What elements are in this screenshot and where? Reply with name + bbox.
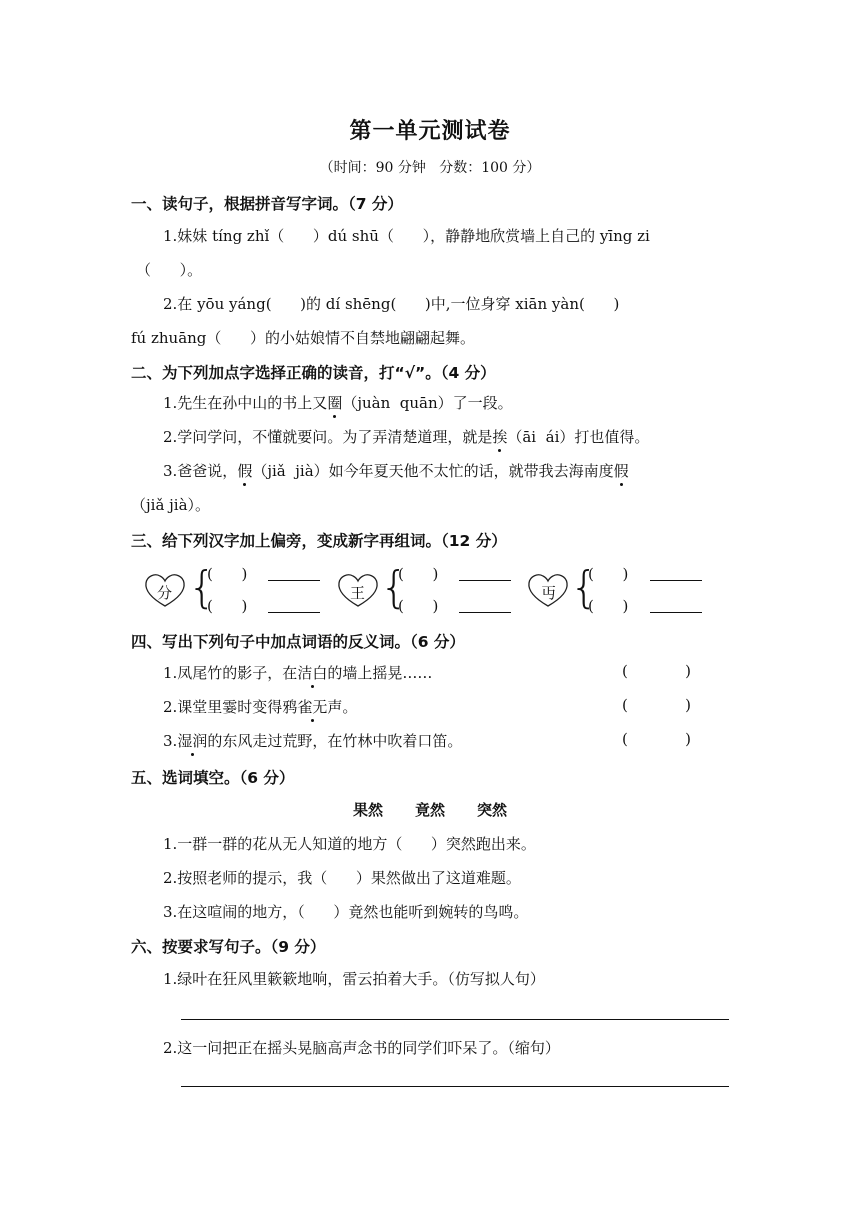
s1-q1-line2: （ ）。 [136, 261, 203, 279]
answer-paren: ( ) [622, 662, 691, 680]
heart-char: 王 [350, 584, 366, 602]
s4-q3: 3.湿润的东风走过荒野，在竹林中吹着口笛。 [163, 732, 463, 750]
s2-q1: 1.先生在孙中山的书上又圈（juàn quān）了一段。 [163, 394, 513, 412]
s2-q3: 3.爸爸说，假（jiǎ jià）如今年夏天他不太忙的话，就带我去海南度假 [163, 462, 629, 480]
s2-q3-line2: （jiǎ jià）。 [131, 496, 211, 514]
answer-line [181, 1086, 729, 1087]
blank-paren: ( ) [588, 597, 629, 615]
answer-line [459, 580, 511, 581]
answer-paren: ( ) [622, 730, 691, 748]
emphasis-dot-char: 挨 [492, 428, 508, 446]
section-2-heading: 二、为下列加点字选择正确的读音，打“√”。（4 分） [131, 364, 496, 382]
brace-icon: { [380, 562, 408, 613]
s1-q2-line2: fú zhuāng（ ）的小姑娘情不自禁地翩翩起舞。 [131, 329, 476, 347]
emphasis-dot-char: 圈 [327, 394, 343, 412]
blank-paren: ( ) [398, 565, 439, 583]
answer-line [650, 580, 702, 581]
section-6-heading: 六、按要求写句子。（9 分） [131, 938, 326, 956]
word-option: 竟然 [414, 801, 445, 819]
s1-q1-line1: 1.妹妹 tíng zhǐ（ ）dú shū（ ），静静地欣赏墙上自己的 yīng zi [163, 227, 650, 245]
s5-q3: 3.在这喧闹的地方，（ ）竟然也能听到婉转的鸟鸣。 [163, 903, 529, 921]
heart-char: 丏 [541, 584, 557, 602]
s5-q1: 1.一群一群的花从无人知道的地方（ ）突然跑出来。 [163, 835, 536, 853]
emphasis-dot-char: 假 [613, 462, 629, 480]
answer-line [268, 612, 320, 613]
emphasis-dot-word: 湿润 [177, 732, 208, 750]
word-option: 突然 [477, 801, 508, 819]
section-4-heading: 四、写出下列句子中加点词语的反义词。（6 分） [131, 633, 465, 651]
brace-icon: { [188, 562, 216, 613]
blank-paren: ( ) [207, 565, 248, 583]
answer-line [459, 612, 511, 613]
s1-q2-line1: 2.在 yōu yáng( )的 dí shēng( )中,一位身穿 xiān yàn( ) [163, 295, 620, 313]
emphasis-dot-word: 洁白 [297, 664, 328, 682]
s6-q1: 1.绿叶在狂风里簌簌地响，雷云拍着大手。（仿写拟人句） [163, 970, 545, 988]
section-1-heading: 一、读句子，根据拼音写字词。（7 分） [131, 195, 403, 213]
blank-paren: ( ) [588, 565, 629, 583]
s6-q2: 2.这一问把正在摇头晃脑高声念书的同学们吓呆了。（缩句） [163, 1039, 560, 1057]
answer-line [181, 1019, 729, 1020]
page-title: 第一单元测试卷 [349, 119, 511, 144]
page-subtitle: （时间：90 分钟 分数：100 分） [319, 160, 541, 176]
s5-q2: 2.按照老师的提示，我（ ）果然做出了这道难题。 [163, 869, 521, 887]
emphasis-dot-char: 假 [237, 462, 253, 480]
blank-paren: ( ) [398, 597, 439, 615]
answer-line [268, 580, 320, 581]
s4-q1: 1.凤尾竹的影子，在洁白的墙上摇晃…… [163, 664, 433, 682]
section-3-heading: 三、给下列汉字加上偏旁，变成新字再组词。（12 分） [131, 532, 507, 550]
answer-paren: ( ) [622, 696, 691, 714]
s2-q2: 2.学问学问，不懂就要问。为了弄清楚道理，就是挨（āi ái）打也值得。 [163, 428, 650, 446]
word-option: 果然 [352, 801, 383, 819]
heart-char: 分 [157, 584, 173, 602]
brace-icon: { [570, 562, 598, 613]
answer-line [650, 612, 702, 613]
blank-paren: ( ) [207, 597, 248, 615]
word-bank [0, 799, 860, 820]
section-5-heading: 五、选词填空。（6 分） [131, 769, 295, 787]
s4-q2: 2.课堂里霎时变得鸦雀无声。 [163, 698, 358, 716]
emphasis-dot-word: 鸦雀无声 [282, 698, 343, 716]
